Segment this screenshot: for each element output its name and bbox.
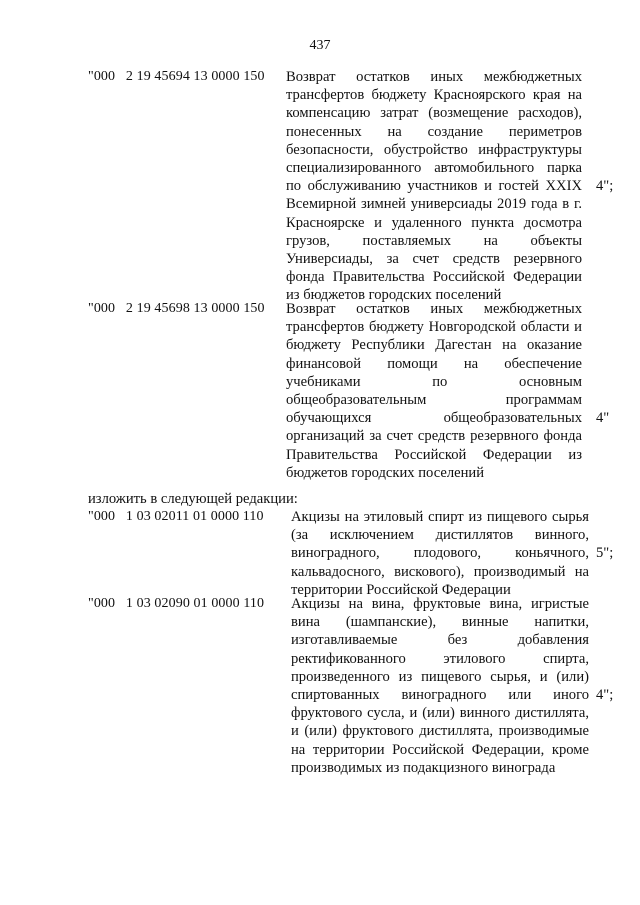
row-code: "000 2 19 45694 13 0000 150 <box>88 69 265 84</box>
row-description: Акцизы на этиловый спирт из пищевого сырья (за исключением дистиллятов винного, виноградного, плодового, коньячного, кальвадосного, вискового), производимый на территории Российской Федерации <box>291 509 589 598</box>
row-description: Возврат остатков иных межбюджетных трансфертов бюджету Новгородской области и бюджету Республики Дагестан на оказание финансовой помощи на обеспечение учебниками по основным общеобразовательным программам обучающихся общеобразовательных организаций за счет средств резервного фонда Правительства Российской Федерации из бюджетов городских поселений <box>286 301 582 481</box>
row-value: 4"; <box>596 178 614 194</box>
intro-text: изложить в следующей редакции: <box>88 491 298 507</box>
row-description: Акцизы на вина, фруктовые вина, игристые вина (шампанские), винные напитки, изготавливаемые без добавления ректификованного этилового спирта, произведенного из пищевого сырья, и (или) спиртованных виноградного или иного фруктового сусла, и (или) винного дистиллята, и (или) фруктового дистиллята, производимые на территории Российской Федерации, кроме производимых из подакцизного винограда <box>291 596 589 776</box>
row-code: "000 1 03 02090 01 0000 110 <box>88 596 265 611</box>
page-number: 437 <box>309 38 331 53</box>
row-value: 5"; <box>596 545 614 561</box>
row-value: 4"; <box>596 687 614 703</box>
row-code: "000 2 19 45698 13 0000 150 <box>88 301 265 316</box>
row-code: "000 1 03 02011 01 0000 110 <box>88 509 264 524</box>
row-description: Возврат остатков иных межбюджетных трансфертов бюджету Красноярского края на компенсацию затрат (возмещение расходов), понесенных на создание периметров безопасности, обустройство инфраструктуры специализированного автомобильного парка по обслуживанию участников и гостей XXIX Всемирной зимней универсиады 2019 года в г. Красноярске и удаленного пункта досмотра грузов, поставляемых на объекты Универсиады, за счет средств резервного фонда Правительства Российской Федерации из бюджетов городских поселений <box>286 69 582 304</box>
row-value: 4" <box>596 410 610 426</box>
